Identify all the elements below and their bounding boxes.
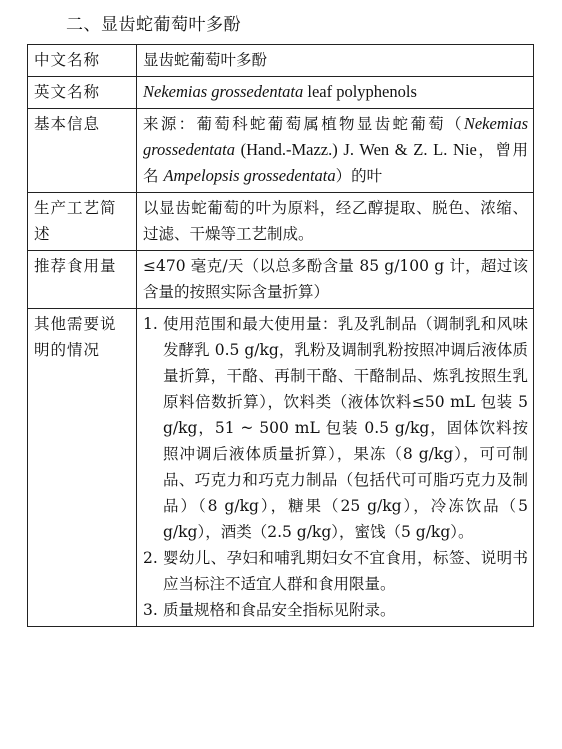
- list-item-number: 2.: [143, 549, 158, 567]
- list-item-number: 3.: [143, 601, 158, 619]
- list-item-text: 使用范围和最大使用量：乳及乳制品（调制乳和风味发酵乳 0.5 g/kg，乳粉及调制乳粉按照冲调后液体质量折算，干酪、再制干酪、干酪制品、炼乳按照生乳原料倍数折算），饮料类（液体饮料≤50 mL 包装 5 g/kg，51 ~ 500 mL 包装 0.5 g/kg，固体饮料按照冲调后液体质量折算），果冻（8 g/kg），可可制品、巧克力和巧克力制品（包括代可可脂巧克力及制品）（8 g/kg），糖果（25 g/kg），冷冻饮品（5 g/kg），酒类（2.5 g/kg），蜜饯（5 g/kg）。: [163, 315, 528, 541]
- former-name-prefix: ，曾用名: [143, 141, 528, 185]
- row-label: 英文名称: [28, 77, 137, 109]
- info-table: [27, 44, 534, 627]
- former-latin-name: Ampelopsis grossedentata: [163, 166, 336, 185]
- section-heading: 二、显齿蛇葡萄叶多酚: [66, 15, 241, 35]
- row-label: 生产工艺简述: [28, 193, 137, 251]
- process-value: 以显齿蛇葡萄的叶为原料，经乙醇提取、脱色、浓缩、过滤、干燥等工艺制成。: [137, 193, 534, 251]
- english-name-rest: leaf polyphenols: [303, 82, 417, 101]
- list-item-number: 1.: [143, 315, 158, 333]
- list-item: [143, 545, 528, 597]
- list-item: [143, 597, 528, 623]
- table-row: [28, 251, 534, 309]
- table-row: [28, 109, 534, 193]
- row-label: 推荐食用量: [28, 251, 137, 309]
- notes-list: [143, 311, 528, 623]
- list-item: [143, 311, 528, 545]
- source-prefix: 来源：葡萄科蛇葡萄属植物显齿蛇葡萄（: [143, 115, 464, 133]
- list-item-text: 质量规格和食品安全指标见附录。: [163, 601, 396, 619]
- recommended-intake-value: ≤470 毫克/天（以总多酚含量 85 g/100 g 计，超过该含量的按照实际含量折算）: [137, 251, 534, 309]
- chinese-name-value: 显齿蛇葡萄叶多酚: [137, 45, 534, 77]
- table-row: [28, 77, 534, 109]
- row-label: 基本信息: [28, 109, 137, 193]
- taxon-authority: (Hand.-Mazz.) J. Wen & Z. L. Nie: [234, 140, 477, 159]
- list-item-text: 婴幼儿、孕妇和哺乳期妇女不宜食用，标签、说明书应当标注不适宜人群和食用限量。: [163, 549, 528, 593]
- table-row: [28, 309, 534, 627]
- row-label: 其他需要说明的情况: [28, 309, 137, 627]
- table-row: [28, 45, 534, 77]
- other-notes-value: [137, 309, 534, 627]
- table-row: [28, 193, 534, 251]
- latin-name: Nekemias grossedentata: [143, 82, 304, 101]
- basic-info-value: [137, 109, 534, 193]
- row-label: 中文名称: [28, 45, 137, 77]
- source-suffix: ）的叶: [335, 167, 383, 185]
- latin-name: Nekemias grossedentata: [143, 114, 528, 159]
- english-name-value: [137, 77, 534, 109]
